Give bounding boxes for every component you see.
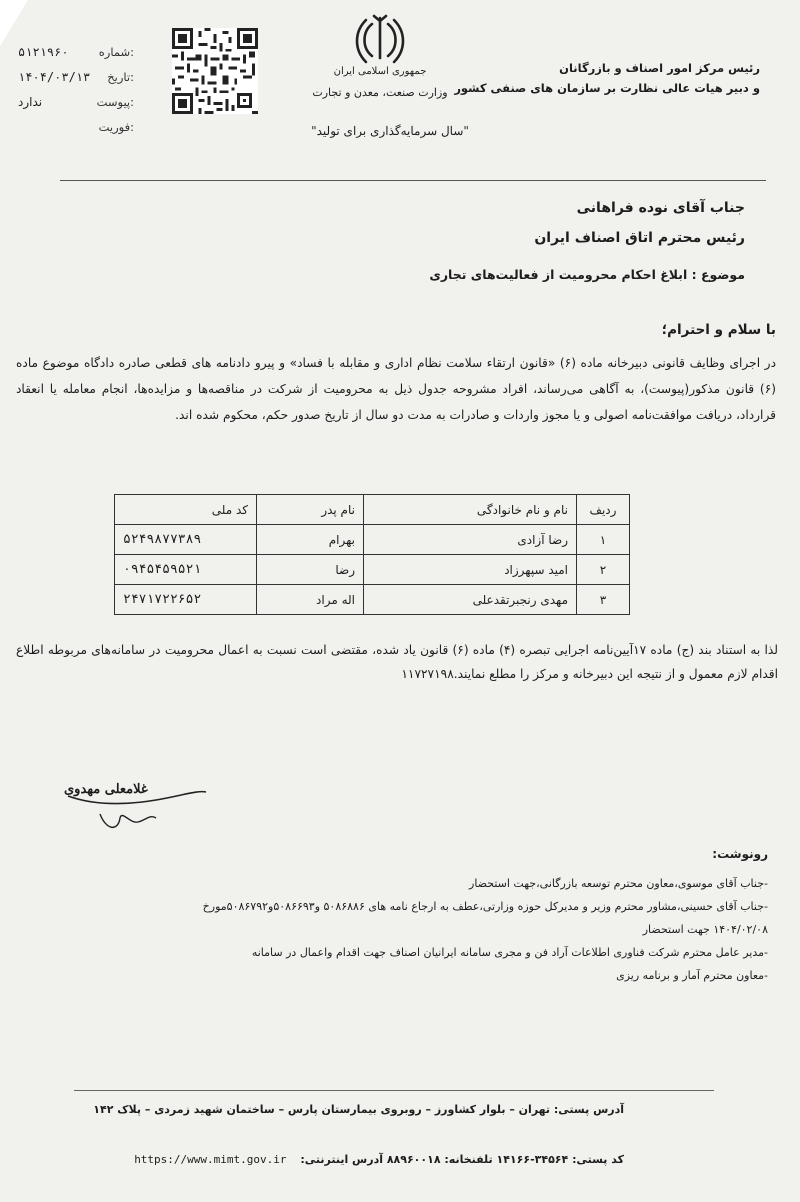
signatory-name: غلامعلی مهدوی [64, 782, 148, 797]
row-index: ۲ [577, 555, 630, 585]
date-value: ۱۴۰۴/۰۳/۱۳ [18, 70, 91, 84]
year-slogan: "سال سرمایه‌گذاری برای تولید" [311, 124, 469, 138]
sender-title-line2: و دبیر هیات عالی نظارت بر سازمان های صنفی کشور [454, 81, 760, 95]
footer-contact-text: کد پستی: ۳۴۵۶۴-۱۴۱۶۶ تلفنخانه: ۸۸۹۶۰۰۱۸ آدرس اینترنتی: [300, 1153, 624, 1166]
ministry-title: وزارت صنعت، معدن و تجارت [312, 86, 448, 99]
table-row [115, 555, 630, 585]
cc-item: -معاون محترم آمار و برنامه ریزی [616, 969, 768, 982]
table-header-cell: نام و نام خانوادگی [364, 495, 577, 525]
urgency-label: فوریت: [98, 120, 134, 134]
body-conclusion-paragraph: لذا به استناد بند (ج) ماده ۱۷آیین‌نامه اجرایی تبصره (۴) ماده (۶) قانون یاد شده، مقتضی است نسبت به اعمال محرومیت در سامانه‌های مربوطه اطلاع اقدام لازم معمول و از نتیجه این دبیرخانه و مرکز را مطلع نمایند.۱۱۷۲۷۱۹۸ [16, 643, 778, 681]
cc-item: -جناب آقای موسوی،معاون محترم توسعه بازرگانی،جهت استحضار [469, 877, 768, 890]
row-father: اله مراد [257, 585, 364, 615]
attachment-value: ندارد [18, 95, 43, 109]
iran-emblem-icon [354, 12, 406, 68]
row-name: رضا آزادی [364, 525, 577, 555]
sender-title-line1: رئیس مرکز امور اصناف و بازرگانان [559, 61, 760, 75]
row-index: ۱ [577, 525, 630, 555]
footer-contact [134, 1153, 624, 1166]
row-father: بهرام [257, 525, 364, 555]
sanctions-table [114, 494, 630, 615]
attachment-label: پیوست: [96, 95, 134, 109]
table-row [115, 585, 630, 615]
cc-list [8, 872, 768, 987]
letter-subject: موضوع : ابلاغ احکام محرومیت از فعالیت‌های تجاری [429, 267, 745, 282]
row-name: مهدی رنجبرتقدعلی [364, 585, 577, 615]
footer-address: آدرس پستی: تهران – بلوار کشاورز – روبروی بیمارستان پارس – ساختمان شهید زمردی – پلاک ۱۴۲ [93, 1103, 624, 1116]
row-name: امید سپهرزاد [364, 555, 577, 585]
addressee-title: رئیس محترم اتاق اصناف ایران [534, 230, 745, 246]
cc-item: -جناب آقای حسینی،مشاور محترم وزیر و مدیرکل حوزه وزارتی،عطف به ارجاع نامه های ۵۰۸۶۸۸۶ و۵۰۸۶۶۹۳و۵۰۸۶۷۹۲مورخ [202, 900, 768, 913]
date-label: تاریخ: [107, 70, 134, 84]
cc-item: -مدیر عامل محترم شرکت فناوری اطلاعات آراد فن و مجری سامانه ایرانیان اصناف جهت اقدام واعمال در سامانه [251, 946, 768, 959]
body-intro-paragraph: در اجرای وظایف قانونی دبیرخانه ماده (۶) «قانون ارتقاء سلامت نظام اداری و مقابله با فساد» و پیرو دادنامه های قطعی صادره دادگاه موضوع ماده (۶) قانون مذکور(پیوست)، به آگاهی می‌رساند، افراد مشروحه جدول ذیل به محرومیت از شرکت در مناقصه‌ها و مزایده‌ها، انجام معامله یا انعقاد قرارداد، دریافت موافقت‌نامه اصولی و یا مجوز واردات و صادرات به مدت دو سال از تاریخ صدور حکم، محکوم شده اند. [16, 356, 776, 422]
qr-code-icon [172, 28, 258, 114]
number-label: شماره: [98, 45, 134, 59]
table-header-cell: نام پدر [257, 495, 364, 525]
cc-item: ۱۴۰۴/۰۲/۰۸ جهت استحضار [642, 923, 768, 936]
row-index: ۳ [577, 585, 630, 615]
header-divider [60, 180, 766, 181]
website-link[interactable]: https://www.mimt.gov.ir [134, 1153, 287, 1166]
addressee-name: جناب آقای نوده فراهانی [576, 200, 745, 216]
row-father: رضا [257, 555, 364, 585]
number-value: ۵۱۲۱۹۶۰ [18, 45, 69, 59]
row-national-id: ۰۹۴۵۴۵۹۵۲۱ [115, 555, 257, 585]
table-header-cell: ردیف [577, 495, 630, 525]
table-header-row [115, 495, 630, 525]
table-header-cell: کد ملی [115, 495, 257, 525]
footer-divider [74, 1090, 714, 1091]
row-national-id: ۵۲۴۹۸۷۷۳۸۹ [115, 525, 257, 555]
table-row [115, 525, 630, 555]
greeting: با سلام و احترام؛ [661, 322, 776, 338]
row-national-id: ۲۴۷۱۷۲۲۶۵۲ [115, 585, 257, 615]
signature-scribble-icon [60, 770, 210, 840]
cc-title: رونوشت: [712, 847, 768, 861]
government-title: جمهوری اسلامی ایران [333, 66, 427, 77]
sender-title-block [420, 58, 760, 98]
letter-metadata [18, 40, 134, 140]
